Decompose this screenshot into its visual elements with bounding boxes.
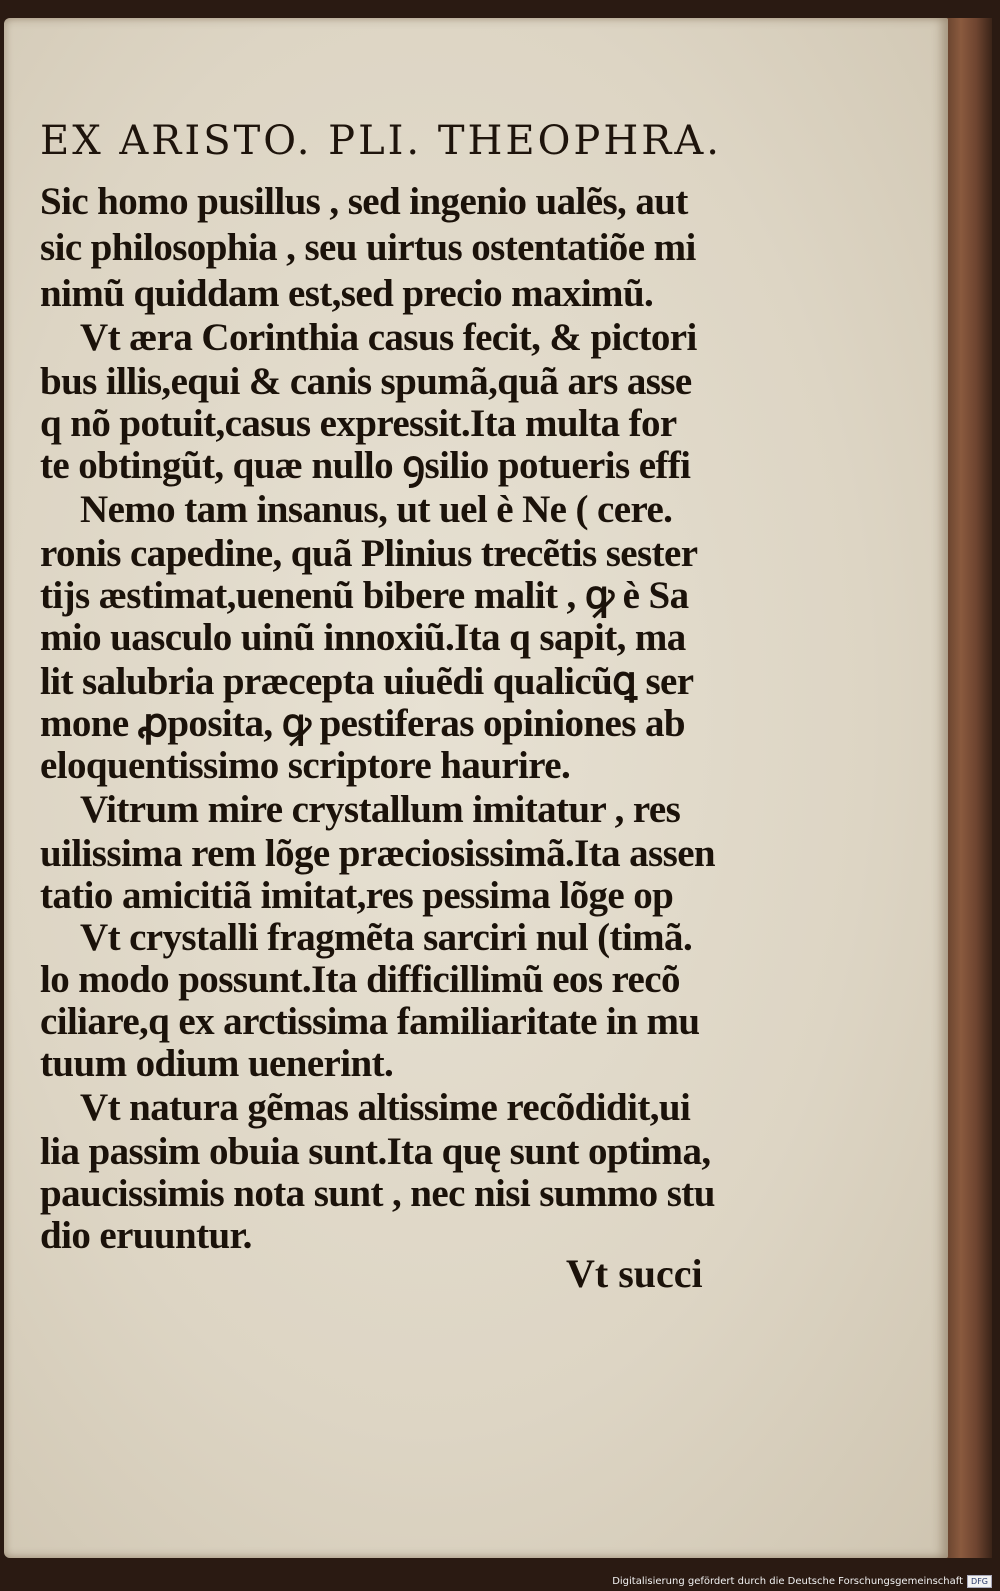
- text-line: tijs æstimat,uenenũ bibere malit , ꝙ è Sa: [40, 574, 689, 617]
- text-line: q nõ potuit,casus expressit.Ita multa for: [40, 402, 677, 445]
- digitization-footer: [612, 1574, 992, 1588]
- text-line: tatio amicitiã imitat,res pessima lõge op: [40, 874, 674, 917]
- text-line: Vt crystalli fragmẽta sarciri nul (timã.: [80, 916, 693, 959]
- text-line: tuum odium uenerint.: [40, 1042, 394, 1085]
- text-line: Vitrum mire crystallum imitatur , res: [80, 788, 681, 831]
- text-line: mio uasculo uinũ innoxiũ.Ita q sapit, ma: [40, 616, 686, 659]
- dfg-logo-icon: DFG: [967, 1575, 992, 1588]
- text-line: nimũ quiddam est,sed precio maximũ.: [40, 272, 654, 315]
- text-line: eloquentissimo scriptore haurire.: [40, 744, 571, 787]
- book-page: [4, 18, 948, 1558]
- text-line: sic philosophia , seu uirtus ostentatiõe mi: [40, 226, 696, 269]
- text-line: Vt natura gẽmas altissime recõdidit,ui: [80, 1086, 691, 1129]
- catchword: Vt succi: [566, 1251, 703, 1296]
- text-line: te obtingũt, quæ nullo ꝯsilio potueris effi: [40, 444, 691, 487]
- text-line: dio eruuntur.: [40, 1214, 252, 1257]
- text-line: paucissimis nota sunt , nec nisi summo stu: [40, 1172, 715, 1215]
- text-line: lit salubria præcepta uiuẽdi qualicũꝗ ser: [40, 660, 694, 703]
- running-header: EX ARISTO. PLI. THEOPHRA.: [40, 118, 722, 164]
- text-line: Vt æra Corinthia casus fecit, & pictori: [80, 316, 697, 359]
- funding-credit-text: Digitalisierung gefördert durch die Deutsche Forschungsgemeinschaft: [612, 1575, 964, 1587]
- text-line: lia passim obuia sunt.Ita quę sunt optima,: [40, 1130, 711, 1173]
- text-line: mone ꝓposita, ꝙ pestiferas opiniones ab: [40, 702, 685, 745]
- text-line: uilissima rem lõge præciosissimã.Ita assen: [40, 832, 715, 875]
- text-line: ciliare,q ex arctissima familiaritate in mu: [40, 1000, 700, 1043]
- page-body-text: [4, 18, 948, 1558]
- text-line: bus illis,equi & canis spumã,quã ars asse: [40, 360, 692, 403]
- text-line: ronis capedine, quã Plinius trecẽtis sester: [40, 532, 698, 575]
- text-line: Sic homo pusillus , sed ingenio ualẽs, aut: [40, 180, 688, 223]
- text-line: Nemo tam insanus, ut uel è Ne ( cere.: [80, 488, 673, 531]
- text-line: lo modo possunt.Ita difficillimũ eos recõ: [40, 958, 680, 1001]
